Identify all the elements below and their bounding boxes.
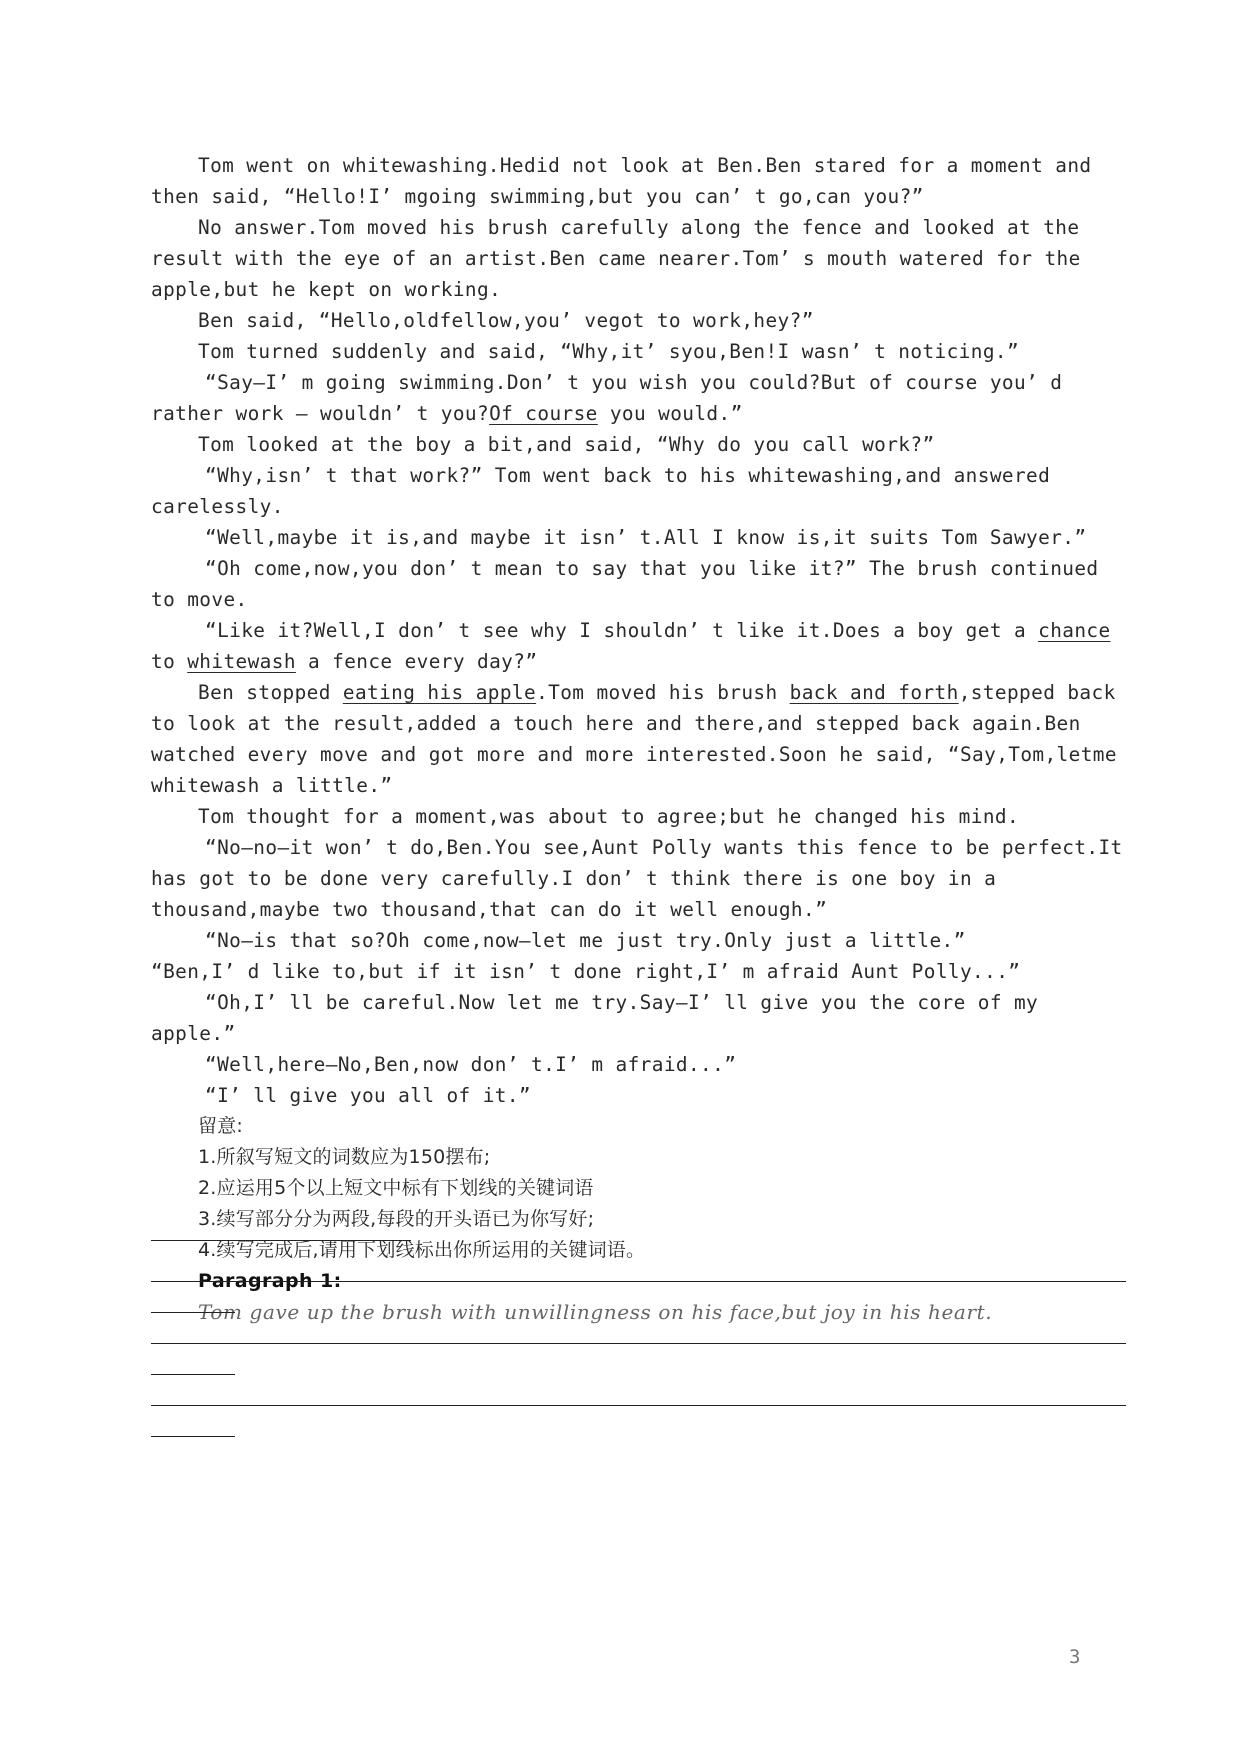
writing-line	[151, 1240, 411, 1241]
passage-text: “No—is that so?Oh come,now—let me just try.Only just a little.”	[205, 929, 966, 952]
note-item: 2.应运用5个以上短文中标有下划线的关键词语	[198, 1177, 594, 1199]
passage-text: “Why,isn’ t that work?” Tom went back to his whitewashing,and answered carelessly.	[151, 464, 1051, 518]
key-phrase-underlined: chance	[1038, 619, 1111, 642]
passage-paragraph	[151, 956, 1126, 987]
passage-paragraph	[151, 1049, 1126, 1080]
passage-text: Ben said, “Hello,oldfellow,you’ vegot to work,hey?”	[198, 309, 814, 332]
note-item: 4.续写完成后,请用下划线标出你所运用的关键词语。	[198, 1239, 646, 1261]
passage-paragraph	[151, 336, 1126, 367]
notes-list	[151, 1142, 1126, 1266]
passage-text: Tom thought for a moment,was about to agree;but he changed his mind.	[198, 805, 1020, 828]
paragraph-1-title: Paragraph 1:	[198, 1270, 342, 1292]
key-phrase-underlined: eating his apple	[342, 681, 537, 704]
writing-line	[151, 1281, 1126, 1282]
passage-paragraph	[151, 1080, 1126, 1111]
passage-text: “No—no—it won’ t do,Ben.You see,Aunt Polly wants this fence to be perfect.It has got to be done very carefully.I don’ t think there is one boy in a thousand,maybe two thousand,that can do it well enough.”	[151, 836, 1123, 921]
passage-paragraph	[151, 925, 1126, 956]
passage-paragraph	[151, 429, 1126, 460]
passage-text: you would.”	[597, 402, 743, 425]
passage-text: “Well,maybe it is,and maybe it isn’ t.All I know is,it suits Tom Sawyer.”	[205, 526, 1087, 549]
notes-heading: 留意:	[198, 1115, 244, 1137]
passage-paragraph	[151, 212, 1126, 305]
story-passage	[151, 150, 1126, 1111]
passage-paragraph	[151, 367, 1126, 429]
note-item: 1.所叙写短文的词数应为150摆布;	[198, 1146, 491, 1168]
passage-paragraph	[151, 987, 1126, 1049]
writing-line	[151, 1436, 235, 1437]
page-number: 3	[1069, 1646, 1081, 1668]
passage-paragraph	[151, 615, 1126, 677]
passage-text: to	[151, 650, 188, 673]
key-phrase-underlined: back and forth	[789, 681, 959, 704]
passage-paragraph	[151, 553, 1126, 615]
passage-text: a fence every day?”	[295, 650, 538, 673]
passage-text: “Well,here—No,Ben,now don’ t.I’ m afraid...”	[205, 1053, 737, 1076]
passage-paragraph	[151, 522, 1126, 553]
key-phrase-underlined: whitewash	[187, 650, 296, 673]
passage-text: “Ben,I’ d like to,but if it isn’ t done right,I’ m afraid Aunt Polly...”	[151, 960, 1021, 983]
passage-paragraph	[151, 460, 1126, 522]
note-item: 3.续写部分分为两段,每段的开头语已为你写好;	[198, 1208, 595, 1230]
passage-text: “Say—I’ m going swimming.Don’ t you wish you could?But of course you’ d rather work — wouldn’ t you?	[151, 371, 1063, 425]
passage-text: Tom turned suddenly and said, “Why,it’ syou,Ben!I wasn’ t noticing.”	[198, 340, 1020, 363]
passage-text: Tom went on whitewashing.Hedid not look at Ben.Ben stared for a moment and then said, “Hello!I’ mgoing swimming,but you can’ t go,can you?”	[151, 154, 1092, 208]
passage-text: “Oh come,now,you don’ t mean to say that you like it?” The brush continued to move.	[151, 557, 1099, 611]
key-phrase-underlined: Of course	[489, 402, 598, 425]
passage-paragraph	[151, 150, 1126, 212]
passage-text: Ben stopped	[198, 681, 343, 704]
passage-text: Tom looked at the boy a bit,and said, “Why do you call work?”	[198, 433, 935, 456]
passage-text: “I’ ll give you all of it.”	[205, 1084, 532, 1107]
writing-line	[151, 1343, 1126, 1344]
writing-line	[151, 1374, 235, 1375]
passage-text: .Tom moved his brush	[536, 681, 790, 704]
passage-text: “Like it?Well,I don’ t see why I shouldn’ t like it.Does a boy get a	[205, 619, 1039, 642]
passage-text: ,stepped back to look at the result,added a touch here and there,and stepped back again.Ben watched every move and got more and more interested.Soon he said, “Say,Tom,letme whitewash a little.”	[151, 681, 1117, 797]
writing-line	[151, 1312, 235, 1313]
writing-line	[151, 1405, 1126, 1406]
passage-paragraph	[151, 801, 1126, 832]
passage-text: “Oh,I’ ll be careful.Now let me try.Say—I’ ll give you the core of my apple.”	[151, 991, 1039, 1045]
passage-paragraph	[151, 832, 1126, 925]
document-body	[151, 150, 1126, 1328]
paragraph-1-opening: Tom gave up the brush with unwillingness on his face,but joy in his heart.	[198, 1300, 993, 1324]
passage-text: No answer.Tom moved his brush carefully along the fence and looked at the result with the eye of an artist.Ben came nearer.Tom’ s mouth watered for the apple,but he kept on working.	[151, 216, 1081, 301]
passage-paragraph	[151, 305, 1126, 336]
passage-paragraph	[151, 677, 1126, 801]
